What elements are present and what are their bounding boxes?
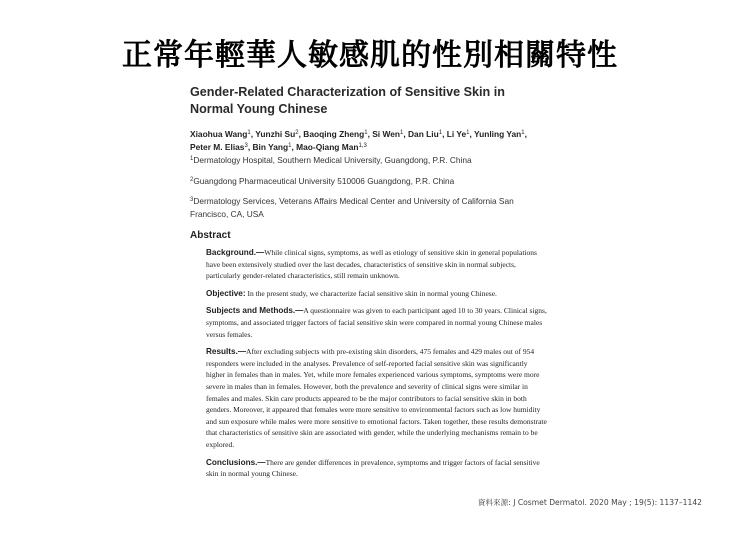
section-text: While clinical signs, symptoms, as well as etiology of sensitive skin in general populations have been extensively studied over the last decades, characteristics of sensitive skin in normal subjects, particularly gender-related characteristics, still remain unknown. — [206, 248, 537, 281]
affiliation: $^1$Dermatology Hospital, Southern Medical University, Guangdong, P.R. China — [190, 155, 472, 165]
author: Yunzhi Su$^2$, — [255, 129, 304, 139]
affiliation: $^3$Dermatology Services, Veterans Affairs Medical Center and University of California San Francisco, CA, USA — [190, 196, 514, 219]
source-citation: 資料來源: J Cosmet Dermatol. 2020 May ; 19(5): 1137–1142 — [477, 498, 702, 507]
author: Dan Liu$^1$, — [408, 129, 447, 139]
author: Si Wen$^1$, — [372, 129, 408, 139]
section-label: Results.— — [206, 347, 247, 357]
abstract-heading: Abstract — [190, 230, 231, 241]
abstract-results — [206, 346, 548, 450]
author: Baoqing Zheng$^1$, — [303, 129, 373, 139]
slide-title: 正常年輕華人敏感肌的性別相關特性 — [122, 38, 618, 73]
abstract-background — [206, 247, 548, 282]
author-list — [190, 128, 550, 154]
section-label: Conclusions.— — [206, 457, 266, 467]
section-text: In the present study, we characterize facial sensitive skin in normal young Chinese. — [245, 288, 497, 298]
author: Bin Yang$^1$, — [252, 142, 297, 152]
section-label: Subjects and Methods.— — [206, 306, 304, 316]
author: Mao-Qiang Man$^{1,3}$ — [296, 142, 367, 152]
abstract-methods — [206, 305, 548, 340]
abstract-objective — [206, 288, 548, 300]
section-label: Background.— — [206, 248, 265, 257]
section-text: A questionnaire was given to each participant aged 10 to 30 years. Clinical signs, symptoms, and associated trigger factors of facial sensitive skin were compared in normal young Chinese males versus females. — [206, 306, 547, 339]
paper-excerpt — [190, 84, 550, 480]
paper-title: Gender-Related Characterization of Sensitive Skin in Normal Young Chinese — [190, 85, 505, 116]
author: Peter M. Elias$^3$, — [190, 142, 253, 152]
abstract-conclusions — [206, 457, 548, 480]
affiliation: $^2$Guangdong Pharmaceutical University 510006 Guangdong, P.R. China — [190, 175, 455, 186]
author: Yunling Yan$^1$, — [473, 129, 527, 139]
author: Li Ye$^1$, — [446, 129, 474, 139]
author: Xiaohua Wang$^1$, — [190, 129, 256, 139]
section-text: After excluding subjects with pre-existing skin disorders, 475 females and 429 males out of 954 responders were included in the analyses. Prevalence of self-reported facial sensitive skin was significantly higher in females than in males. Yet, while more females experienced various symptoms, symptoms were more severe in males than in females. However, both the prevalence and severity of clinical signs were similar in females and males. Skin care products appeared to be the major contributors to facial sensitive skin in both genders. Moreover, it appeared that females were more sensitive to environmental factors such as low humidity and sun exposure while males were more sensitive to emotional factors. Taken together, these results demonstrate that characteristics of sensitive skin are associated with gender, while the underlying mechanisms remain to be explored. — [206, 347, 547, 449]
section-label: Objective: — [206, 288, 246, 298]
section-text: There are gender differences in prevalence, symptoms and trigger factors of facial sensitive skin in normal young Chinese. — [206, 457, 540, 479]
